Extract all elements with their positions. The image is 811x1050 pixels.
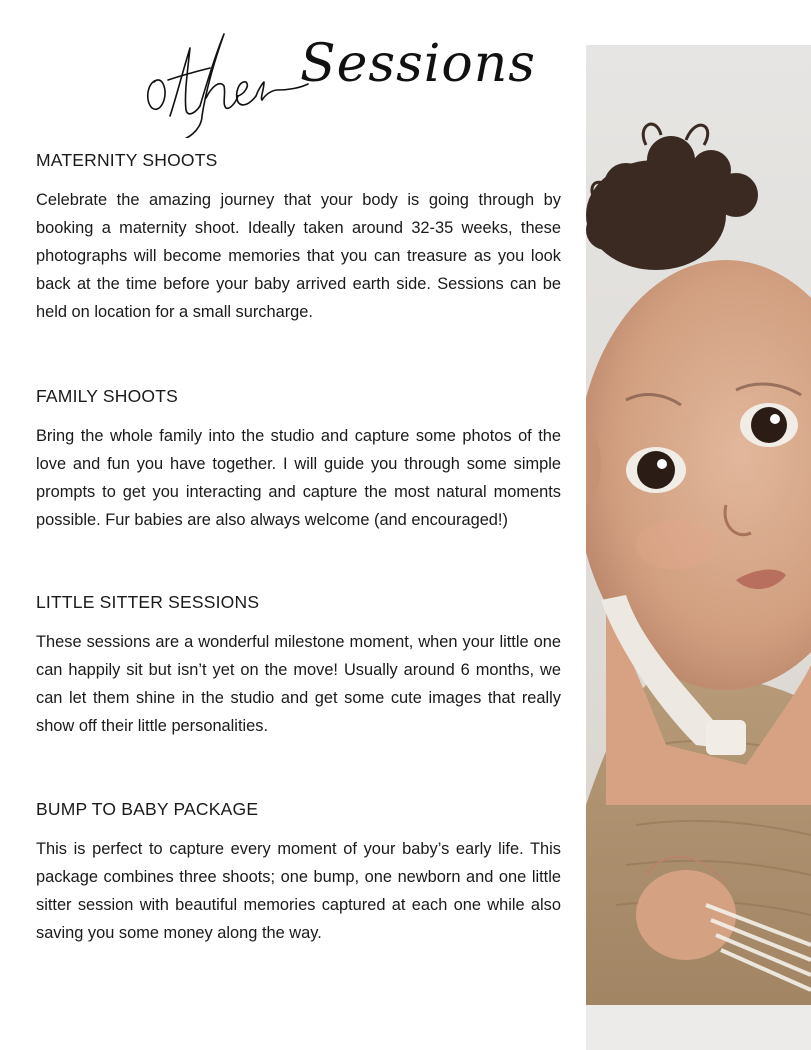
baby-illustration bbox=[586, 45, 811, 1050]
title-serif-sessions: Sessions bbox=[300, 34, 536, 94]
page-title bbox=[130, 18, 536, 138]
section-body: Celebrate the amazing journey that your body is going through by booking a maternity shoot. Ideally taken around 32-35 weeks, these photographs will become memories that you can treasure as you look back at the time before your baby arrived earth side. Sessions can be held on location for a small surcharge. bbox=[36, 191, 561, 321]
section-heading: MATERNITY SHOOTS bbox=[36, 150, 218, 170]
baby-photo bbox=[586, 45, 811, 1050]
title-script-other bbox=[140, 28, 310, 138]
section-little-sitter bbox=[36, 590, 561, 740]
section-body: This is perfect to capture every moment of your baby’s early life. This package combines three shoots; one bump, one newborn and one little sitter session with beautiful memories captured at each one while also saving you some money along the way. bbox=[36, 840, 561, 942]
section-body: Bring the whole family into the studio and capture some photos of the love and fun you have together. I will guide you through some simple prompts to get you interacting and capture the most natural moments possible. Fur babies are also always welcome (and encouraged!) bbox=[36, 427, 561, 529]
section-heading: LITTLE SITTER SESSIONS bbox=[36, 592, 260, 612]
section-bump-to-baby bbox=[36, 797, 561, 947]
section-maternity bbox=[36, 148, 561, 326]
section-family bbox=[36, 384, 561, 534]
section-heading: BUMP TO BABY PACKAGE bbox=[36, 799, 259, 819]
section-heading: FAMILY SHOOTS bbox=[36, 386, 178, 406]
section-body: These sessions are a wonderful milestone moment, when your little one can happily sit but isn’t yet on the move! Usually around 6 months, we can let them shine in the studio and get some cute images that really show off their little personalities. bbox=[36, 633, 561, 735]
